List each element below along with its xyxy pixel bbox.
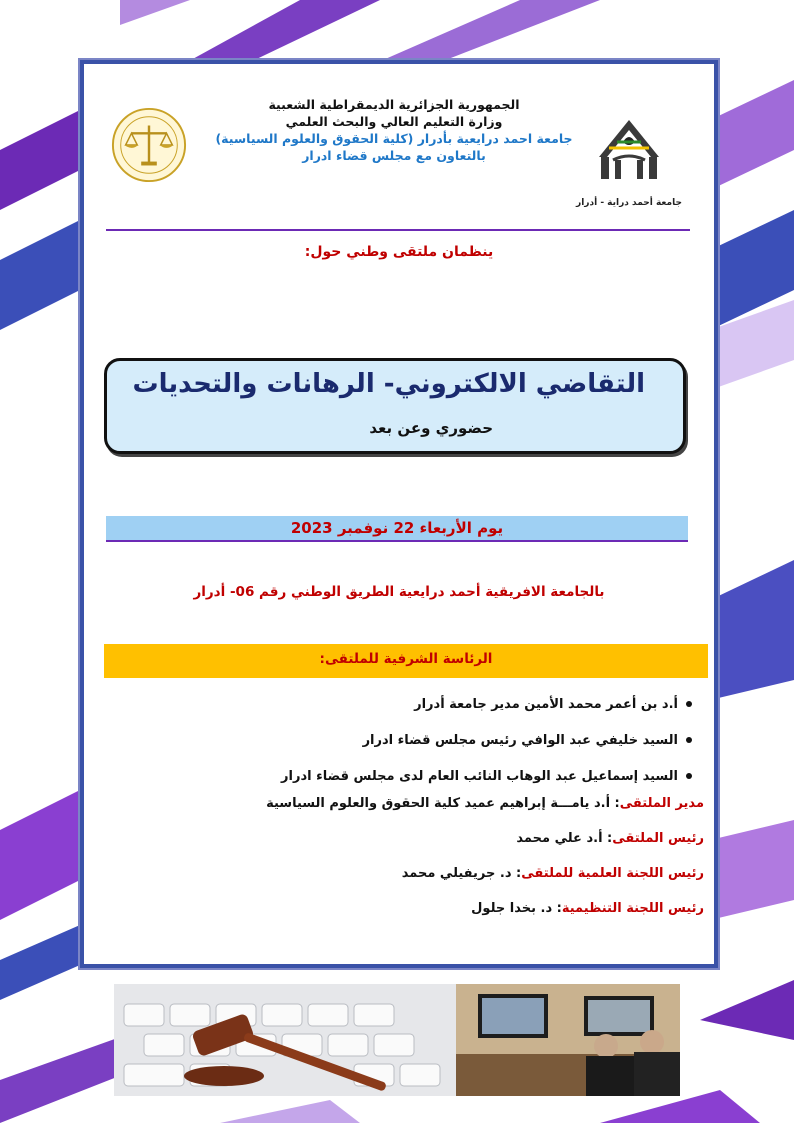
conference-title: التقاضي الالكتروني- الرهانات والتحديات [132, 369, 645, 399]
venue-location: بالجامعة الافريقية أحمد درايعية الطريق الوطني رقم 06- أدرار [193, 584, 605, 600]
date-bar: يوم الأربعاء 22 نوفمبر 2023 [106, 516, 688, 542]
attendance-mode: حضوري وعن بعد [369, 419, 493, 437]
courtroom-video-session-image [456, 984, 680, 1096]
role-director [124, 794, 704, 829]
role-scientific-committee [124, 864, 704, 899]
bullet-icon [686, 773, 692, 779]
gavel-on-keyboard-image [114, 984, 456, 1096]
list-item [144, 722, 692, 758]
honorary-member: السيد إسماعيل عبد الوهاب النائب العام لدى مجلس قضاء ادرار [281, 768, 678, 784]
conference-roles [124, 794, 704, 934]
list-item [144, 686, 692, 722]
organizers-subtitle: ينظمان ملتقى وطني حول: [304, 244, 494, 260]
poster-frame [80, 60, 718, 968]
role-title: رئيس الملتقى [612, 831, 704, 846]
role-organizing-committee [124, 899, 704, 934]
header-divider [106, 229, 690, 231]
header-line-republic: الجمهورية الجزائرية الديمقراطية الشعبية [268, 97, 520, 112]
honorary-list [144, 686, 692, 794]
header-line-ministry: وزارة التعليم العالي والبحث العلمي [285, 114, 503, 129]
university-logo [576, 102, 682, 208]
role-holder: : د. جريفيلي محمد [401, 866, 522, 881]
list-item [144, 758, 692, 794]
title-box [104, 358, 686, 454]
role-holder: : أ.د علي محمد [516, 831, 613, 846]
header-text [214, 96, 574, 164]
bullet-icon [686, 701, 692, 707]
university-logo-icon [579, 102, 679, 202]
role-holder: : أ.د يامـــة إبراهيم عميد كلية الحقوق والعلوم السياسية [266, 796, 620, 811]
role-holder: : د. بخدا جلول [471, 901, 562, 916]
honorary-presidency-heading: الرئاسة الشرفية للملتقى: [104, 644, 708, 678]
role-title: رئيس اللجنة العلمية للملتقى [521, 866, 704, 881]
role-title: رئيس اللجنة التنظيمية [561, 901, 704, 916]
role-president [124, 829, 704, 864]
role-title: مدير الملتقى [619, 796, 704, 811]
honorary-member: السيد خليفي عبد الوافي رئيس مجلس قضاء ادرار [362, 732, 678, 748]
university-logo-caption: جامعة أحمد دراية - أدرار [576, 198, 682, 208]
honorary-member: أ.د بن أعمر محمد الأمين مدير جامعة أدرار [414, 696, 678, 712]
justice-scales-icon [110, 106, 188, 184]
header-line-university: جامعة احمد درايعية بأدرار (كلية الحقوق والعلوم السياسية) [215, 131, 573, 146]
bullet-icon [686, 737, 692, 743]
photo-strip [114, 984, 680, 1096]
header-line-partnership: بالتعاون مع مجلس قضاء ادرار [302, 148, 486, 163]
header [84, 86, 714, 216]
